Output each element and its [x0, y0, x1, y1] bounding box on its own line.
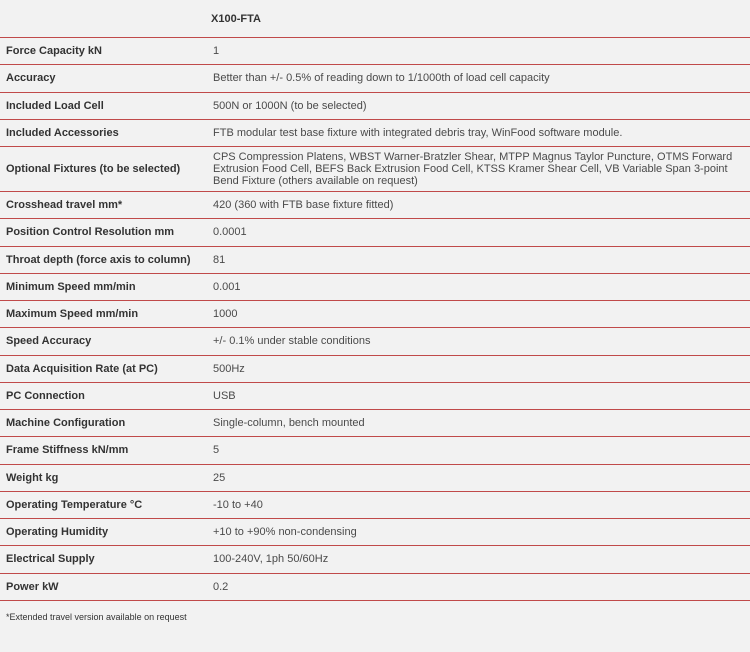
spec-label: Operating Humidity — [0, 519, 205, 546]
table-row — [0, 573, 750, 600]
spec-label: Maximum Speed mm/min — [0, 301, 205, 328]
spec-value: Better than +/- 0.5% of reading down to 1/1000th of load cell capacity — [205, 65, 750, 92]
model-name-header: X100-FTA — [205, 0, 750, 38]
spec-label: Accuracy — [0, 65, 205, 92]
table-row — [0, 437, 750, 464]
spec-label: Frame Stiffness kN/mm — [0, 437, 205, 464]
spec-value: 25 — [205, 464, 750, 491]
header-corner — [0, 0, 205, 38]
table-row — [0, 491, 750, 518]
spec-label: Electrical Supply — [0, 546, 205, 573]
spec-label: Optional Fixtures (to be selected) — [0, 147, 205, 192]
spec-value: 0.2 — [205, 573, 750, 600]
table-row — [0, 328, 750, 355]
spec-value: +10 to +90% non-condensing — [205, 519, 750, 546]
table-row — [0, 219, 750, 246]
spec-value: FTB modular test base fixture with integrated debris tray, WinFood software module. — [205, 119, 750, 146]
spec-value: 5 — [205, 437, 750, 464]
spec-value: 81 — [205, 246, 750, 273]
table-row — [0, 92, 750, 119]
spec-value: 0.0001 — [205, 219, 750, 246]
spec-value: 100-240V, 1ph 50/60Hz — [205, 546, 750, 573]
spec-value: Single-column, bench mounted — [205, 410, 750, 437]
spec-label: Minimum Speed mm/min — [0, 273, 205, 300]
spec-label: Position Control Resolution mm — [0, 219, 205, 246]
spec-value: 1 — [205, 38, 750, 65]
footnote: *Extended travel version available on request — [6, 611, 187, 622]
spec-label: Included Accessories — [0, 119, 205, 146]
table-row — [0, 464, 750, 491]
spec-label: Speed Accuracy — [0, 328, 205, 355]
table-row — [0, 355, 750, 382]
table-header-row — [0, 0, 750, 38]
spec-label: Crosshead travel mm* — [0, 192, 205, 219]
spec-label: Data Acquisition Rate (at PC) — [0, 355, 205, 382]
spec-label: Operating Temperature °C — [0, 491, 205, 518]
spec-label: Included Load Cell — [0, 92, 205, 119]
table-row — [0, 301, 750, 328]
spec-value: +/- 0.1% under stable conditions — [205, 328, 750, 355]
table-row — [0, 246, 750, 273]
table-row — [0, 546, 750, 573]
table-row — [0, 273, 750, 300]
table-row — [0, 192, 750, 219]
spec-value: CPS Compression Platens, WBST Warner-Bratzler Shear, MTPP Magnus Taylor Puncture, OTMS Forward Extrusion Food Cell, BEFS Back Extrusion Food Cell, KTSS Kramer Shear Cell, VB Variable Span 3-point Bend Fixture (others available on request) — [205, 147, 750, 192]
spec-value: 1000 — [205, 301, 750, 328]
spec-value: 420 (360 with FTB base fixture fitted) — [205, 192, 750, 219]
table-row — [0, 147, 750, 192]
table-row — [0, 38, 750, 65]
spec-label: Throat depth (force axis to column) — [0, 246, 205, 273]
spec-label: Weight kg — [0, 464, 205, 491]
table-row — [0, 65, 750, 92]
spec-value: 500N or 1000N (to be selected) — [205, 92, 750, 119]
table-row — [0, 382, 750, 409]
spec-value: 0.001 — [205, 273, 750, 300]
spec-label: Power kW — [0, 573, 205, 600]
spec-label: Force Capacity kN — [0, 38, 205, 65]
spec-value: USB — [205, 382, 750, 409]
spec-value: -10 to +40 — [205, 491, 750, 518]
spec-label: PC Connection — [0, 382, 205, 409]
spec-label: Machine Configuration — [0, 410, 205, 437]
table-row — [0, 519, 750, 546]
table-row — [0, 119, 750, 146]
table-row — [0, 410, 750, 437]
spec-value: 500Hz — [205, 355, 750, 382]
